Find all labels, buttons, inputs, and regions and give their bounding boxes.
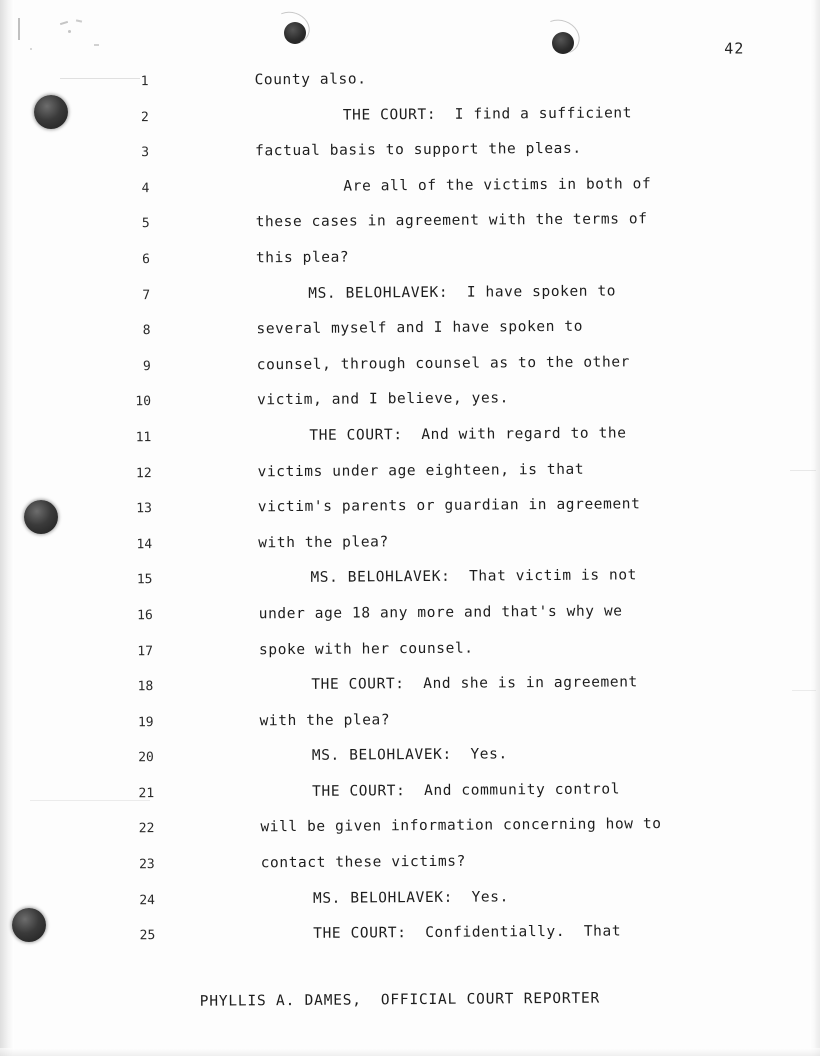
transcript-line: MS. BELOHLAVEK: Yes.	[312, 888, 509, 907]
transcript-line: under age 18 any more and that's why we	[258, 603, 623, 623]
line-number: 21	[138, 785, 155, 802]
transcript-line: victim, and I believe, yes.	[256, 390, 510, 409]
line-number: 14	[136, 536, 153, 552]
line-number: 8	[142, 323, 151, 339]
line-number: 12	[135, 465, 152, 481]
transcript-line: MS. BELOHLAVEK: I have spoken to	[308, 283, 617, 302]
line-number: 3	[141, 145, 150, 161]
line-number: 15	[136, 572, 153, 588]
line-number: 17	[137, 643, 154, 659]
court-reporter-footer: PHYLLIS A. DAMES, OFFICIAL COURT REPORTER	[199, 990, 601, 1010]
transcript-line: with the plea?	[258, 533, 389, 551]
transcript-line: several myself and I have spoken to	[256, 318, 584, 338]
line-number: 2	[140, 109, 149, 125]
line-number: 23	[138, 857, 155, 873]
line-number: 7	[142, 287, 151, 303]
line-number: 11	[135, 430, 152, 446]
line-number: 18	[137, 679, 154, 695]
line-number: 9	[142, 358, 151, 374]
line-number: 16	[137, 608, 153, 624]
line-number: 20	[138, 750, 154, 766]
line-number-gutter	[114, 64, 155, 954]
transcript-line: MS. BELOHLAVEK: That victim is not	[310, 567, 638, 587]
line-number: 22	[138, 821, 155, 837]
line-number: 10	[135, 394, 152, 410]
line-number: 1	[140, 74, 149, 90]
transcript-line: County also.	[254, 71, 367, 89]
transcript-line: THE COURT: And community control	[312, 781, 621, 800]
transcript-line: spoke with her counsel.	[258, 640, 474, 658]
transcript-line: counsel, through counsel as to the other	[256, 354, 631, 374]
transcript-line: THE COURT: I find a sufficient	[342, 104, 633, 124]
transcript-line: with the plea?	[259, 711, 391, 729]
transcript-line: victim's parents or guardian in agreement	[257, 496, 641, 516]
line-number: 13	[136, 501, 152, 517]
page-number: 42	[724, 39, 745, 58]
line-number: 5	[141, 216, 150, 232]
transcript-body	[254, 59, 761, 953]
line-number: 25	[139, 928, 156, 944]
transcript-line: these cases in agreement with the terms of	[255, 211, 648, 231]
transcript-line: Are all of the victims in both of	[343, 175, 652, 195]
transcript-line: will be given information concerning how to	[260, 816, 662, 836]
transcript-line: factual basis to support the pleas.	[255, 140, 582, 160]
line-number: 24	[139, 892, 156, 908]
transcript-line: THE COURT: And with regard to the	[309, 425, 627, 444]
line-number: 4	[141, 180, 150, 196]
transcript-line: victims under age eighteen, is that	[257, 461, 585, 480]
line-number: 19	[137, 714, 154, 730]
transcript-line: THE COURT: Confidentially. That	[313, 923, 622, 943]
transcript-line: this plea?	[255, 249, 350, 267]
transcript-line: contact these victims?	[260, 853, 467, 872]
transcript-line: MS. BELOHLAVEK: Yes.	[311, 746, 508, 765]
line-number: 6	[142, 252, 151, 268]
transcript-line: THE COURT: And she is in agreement	[311, 674, 638, 693]
